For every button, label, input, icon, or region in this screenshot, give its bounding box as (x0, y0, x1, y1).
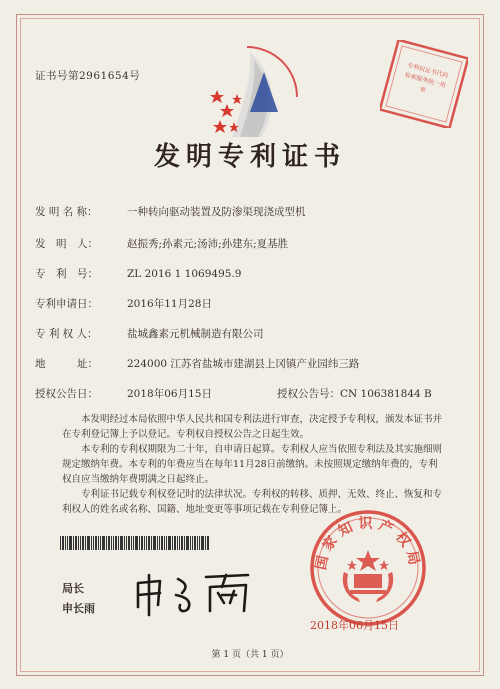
inventors-label: 发 明 人： (35, 238, 98, 250)
page-number: 第 1 页（共 1 页） (211, 650, 289, 660)
address-label: 地 址： (35, 358, 98, 370)
svg-text:国家知识产权局: 国家知识产权局 (313, 516, 423, 572)
inventors-value: 赵振秀;孙素元;汤沛;孙建东;夏基胜 (127, 238, 289, 250)
signature-name: 申长雨 (62, 602, 95, 615)
handwritten-signature (130, 565, 260, 620)
paragraph-3: 专利证书记载专利权登记时的法律状况。专利权的转移、质押、无效、终止、恢复和专利权人的姓名或名称、国籍、地址变更等事项记载在专利登记簿上。 (62, 489, 443, 515)
address-row (35, 356, 359, 371)
patentee-value: 盐城鑫素元机械制造有限公司 (127, 328, 264, 340)
grant-date-label: 授权公告日： (35, 388, 98, 400)
cnipa-official-seal (308, 508, 428, 628)
grant-row (35, 386, 432, 401)
page-title: 发明专利证书 (153, 142, 346, 172)
patentee-label: 专 利 权 人： (35, 328, 98, 340)
patentee-row (35, 326, 264, 341)
grant-no-label: 授权公告号： (277, 388, 340, 400)
invention-name-value: 一种转向驱动装置及防渗渠现浇成型机 (127, 206, 306, 218)
seal-date: 2018年06月15日 (310, 619, 399, 632)
paragraph-2: 本专利的专利权期限为二十年，自申请日起算。专利权人应当依照专利法及其实施细则规定缴纳年费。本专利的年费应当在每年11月28日前缴纳。未按照规定缴纳年费的，专利权自应当缴纳年费期满之日起终止。 (62, 444, 443, 485)
grant-no-value: CN 106381844 B (340, 388, 432, 400)
paragraph-1: 本发明经过本局依照中华人民共和国专利法进行审查，决定授予专利权，颁发本证书并在专利登记簿上予以登记。专利权自授权公告之日起生效。 (62, 414, 443, 440)
filing-date-value: 2016年11月28日 (127, 298, 212, 310)
patent-no-label: 专 利 号： (35, 268, 98, 280)
grant-date-value: 2018年06月15日 (127, 388, 212, 400)
invention-name-label: 发 明 名 称： (35, 206, 98, 218)
side-seal-text: 专利权证书代码检索服务统一用章 (403, 62, 449, 95)
barcode-image (60, 536, 210, 550)
patent-no-row (35, 266, 241, 281)
address-value: 224000 江苏省盐城市建湖县上冈镇产业园纬三路 (127, 358, 360, 370)
patent-no-value: ZL 2016 1 1069495.9 (127, 268, 242, 280)
filing-date-row (35, 296, 212, 311)
signature-title: 局长 (62, 582, 84, 595)
inventors-row (35, 236, 288, 251)
certificate-number: 证书号第2961654号 (35, 70, 141, 82)
invention-name-row (35, 204, 306, 219)
filing-date-label: 专利申请日： (35, 298, 98, 310)
